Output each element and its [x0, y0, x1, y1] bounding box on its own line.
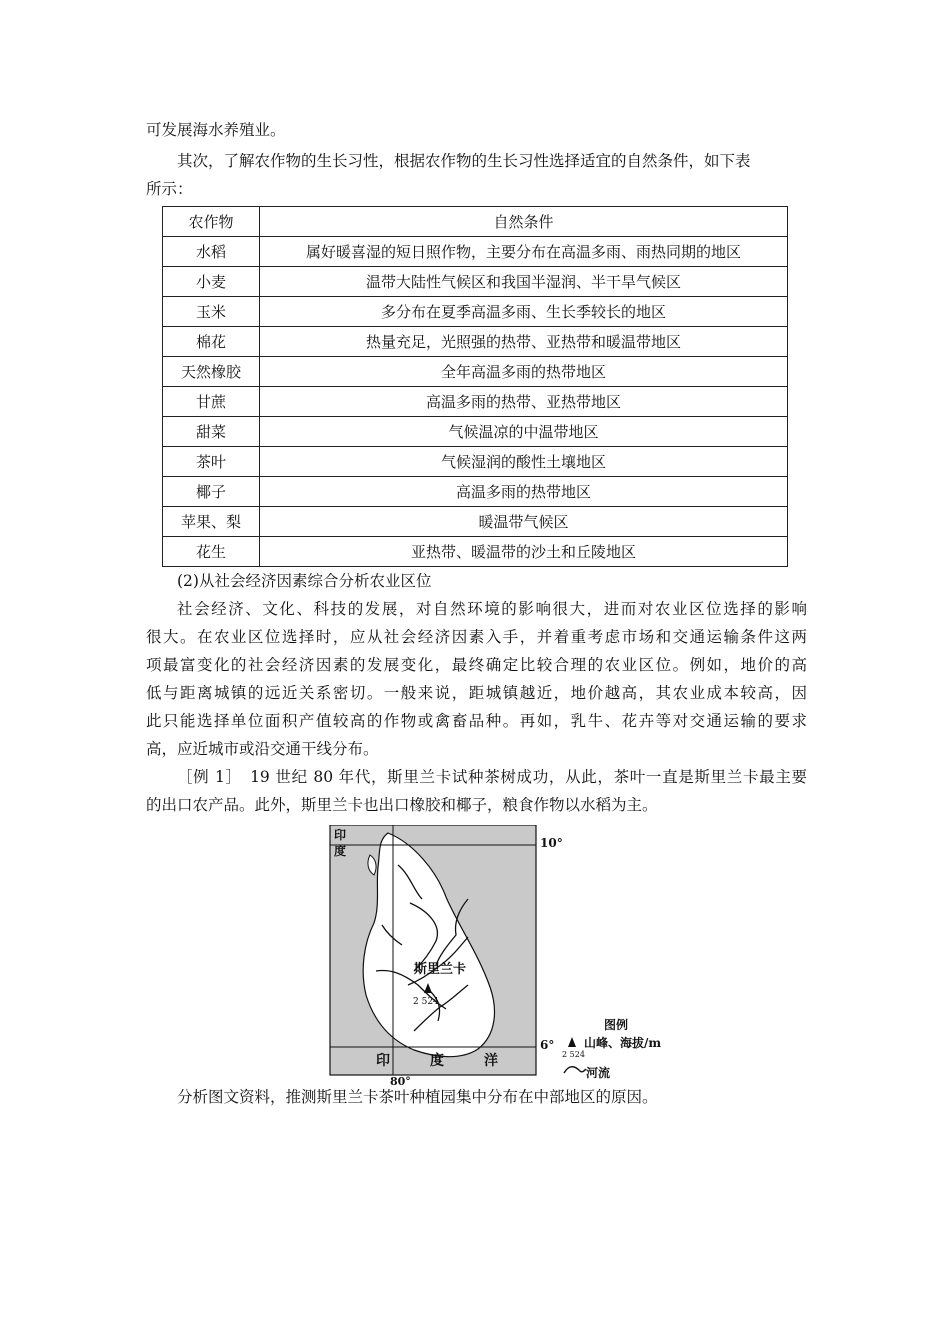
map-svg [318, 825, 698, 1085]
example-line1: ［例 1］ 19 世纪 80 年代，斯里兰卡试种茶树成功，从此，茶叶一直是斯里兰卡最主要 [177, 768, 807, 786]
table-row [163, 507, 788, 537]
paragraph-crop-habits-line2: 所示： [146, 180, 193, 198]
paragraph-crop-habits-line1: 其次，了解农作物的生长习性，根据农作物的生长习性选择适宜的自然条件，如下表 [177, 152, 751, 170]
table-row [163, 357, 788, 387]
table-row [163, 327, 788, 357]
cell-crop: 甜菜 [163, 417, 260, 447]
table-row [163, 537, 788, 567]
table-row [163, 477, 788, 507]
header-condition: 自然条件 [260, 207, 788, 237]
cell-condition: 亚热带、暖温带的沙土和丘陵地区 [260, 537, 788, 567]
cell-crop: 水稻 [163, 237, 260, 267]
section-heading: (2)从社会经济因素综合分析农业区位 [177, 572, 432, 590]
header-crop: 农作物 [163, 207, 260, 237]
paragraph-socioeconomic-line1: 社会经济、文化、科技的发展，对自然环境的影响很大，进而对农业区位选择的影响 [177, 600, 807, 618]
cell-condition: 暖温带气候区 [260, 507, 788, 537]
paragraph-continuation: 可发展海水养殖业。 [146, 121, 286, 139]
legend-title: 图例 [604, 1018, 629, 1032]
map-label-ocean-3: 洋 [484, 1053, 498, 1069]
table-row [163, 447, 788, 477]
table-row [163, 237, 788, 267]
cell-crop: 花生 [163, 537, 260, 567]
map-label-country: 斯里兰卡 [414, 962, 467, 977]
legend-peak-label: 山峰、海拔/m [584, 1036, 662, 1050]
cell-condition: 温带大陆性气候区和我国半湿润、半干旱气候区 [260, 267, 788, 297]
cell-crop: 茶叶 [163, 447, 260, 477]
cell-condition: 高温多雨的热带地区 [260, 477, 788, 507]
map-label-ocean-2: 度 [430, 1053, 444, 1069]
cell-crop: 玉米 [163, 297, 260, 327]
table-row [163, 387, 788, 417]
cell-crop: 苹果、梨 [163, 507, 260, 537]
crop-conditions-table [162, 206, 788, 567]
map-label-india-1: 印 [334, 828, 347, 842]
table-row [163, 417, 788, 447]
map-peak-elevation: 2 524 [413, 997, 439, 1007]
legend-river-icon [564, 1067, 586, 1073]
cell-condition: 高温多雨的热带、亚热带地区 [260, 387, 788, 417]
question-text: 分析图文资料，推测斯里兰卡茶叶种植园集中分布在中部地区的原因。 [177, 1088, 658, 1106]
sri-lanka-map [318, 825, 698, 1085]
cell-crop: 椰子 [163, 477, 260, 507]
map-label-lon-80: 80° [390, 1075, 411, 1085]
cell-condition: 热量充足，光照强的热带、亚热带和暖温带地区 [260, 327, 788, 357]
map-label-lat-10: 10° [540, 836, 563, 850]
cell-condition: 属好暖喜湿的短日照作物，主要分布在高温多雨、雨热同期的地区 [260, 237, 788, 267]
table-row [163, 297, 788, 327]
cell-condition: 气候温凉的中温带地区 [260, 417, 788, 447]
map-label-india-2: 度 [334, 844, 347, 858]
cell-condition: 全年高温多雨的热带地区 [260, 357, 788, 387]
paragraph-socioeconomic-line3: 项最富变化的社会经济因素的发展变化，最终确定比较合理的农业区位。例如，地价的高 [146, 656, 807, 674]
cell-condition: 多分布在夏季高温多雨、生长季较长的地区 [260, 297, 788, 327]
cell-crop: 棉花 [163, 327, 260, 357]
map-label-lat-6: 6° [540, 1038, 555, 1052]
paragraph-socioeconomic-line4: 低与距离城镇的远近关系密切。一般来说，距城镇越近，地价越高，其农业成本较高，因 [146, 684, 807, 702]
table-row [163, 267, 788, 297]
paragraph-socioeconomic-line2: 很大。在农业区位选择时，应从社会经济因素入手，并着重考虑市场和交通运输条件这两 [146, 628, 807, 646]
map-label-ocean-1: 印 [376, 1053, 390, 1069]
cell-condition: 气候湿润的酸性土壤地区 [260, 447, 788, 477]
cell-crop: 甘蔗 [163, 387, 260, 417]
legend-peak-icon [568, 1037, 576, 1047]
cell-crop: 天然橡胶 [163, 357, 260, 387]
paragraph-socioeconomic-line6: 高，应近城市或沿交通干线分布。 [146, 740, 379, 758]
legend-river-label: 河流 [586, 1066, 611, 1080]
paragraph-socioeconomic-line5: 此只能选择单位面积产值较高的作物或禽畜品种。再如，乳牛、花卉等对交通运输的要求 [146, 712, 807, 730]
table-header-row [163, 207, 788, 237]
example-line2: 的出口农产品。此外，斯里兰卡也出口橡胶和椰子，粮食作物以水稻为主。 [146, 796, 658, 814]
cell-crop: 小麦 [163, 267, 260, 297]
legend-peak-value: 2 524 [562, 1050, 585, 1059]
